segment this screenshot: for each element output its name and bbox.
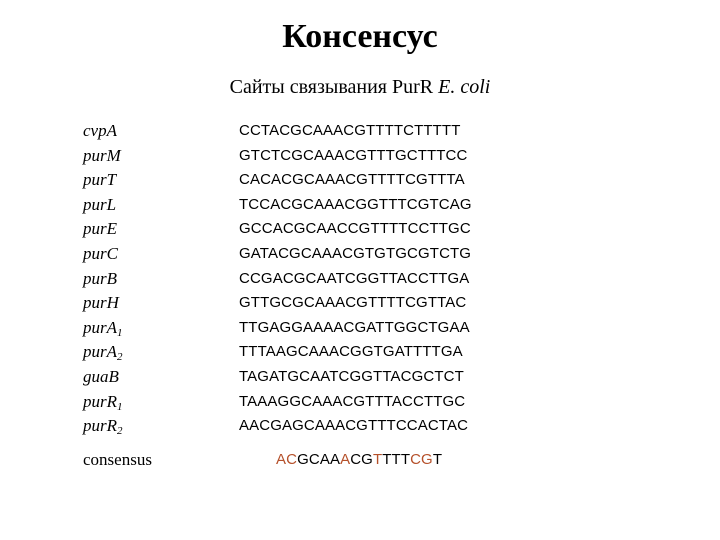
binding-site-sequence: TTTAAGCAAACGGTGATTTTGA xyxy=(239,343,463,361)
gene-name-text: cvpA xyxy=(83,121,117,140)
binding-site-sequence: TCCACGCAAACGGTTTCGTCAG xyxy=(239,195,472,213)
gene-name xyxy=(83,217,123,242)
binding-site-sequence: CCGACGCAATCGGTTACCTTGA xyxy=(239,269,470,287)
gene-name-text: purE xyxy=(83,219,117,239)
gene-name xyxy=(83,267,123,292)
consensus-highlighted-base: T xyxy=(372,451,383,468)
binding-site-sequence: CCTACGCAAACGTTTTCTTTTT xyxy=(239,122,461,139)
gene-name-text: guaB xyxy=(83,366,119,386)
gene-name xyxy=(83,291,123,316)
binding-site-sequence: CACACGCAAACGTTTTCGTTTA xyxy=(239,171,465,189)
gene-name xyxy=(83,193,123,218)
organism-name: E. coli xyxy=(438,76,491,98)
gene-name-text: purR xyxy=(83,391,117,411)
gene-name-column xyxy=(83,119,123,439)
consensus-sequence xyxy=(276,448,442,472)
gene-name xyxy=(83,365,123,390)
gene-name xyxy=(83,144,123,169)
binding-site-sequence: GTCTCGCAAACGTTTGCTTTCC xyxy=(239,146,468,164)
gene-name xyxy=(83,168,123,193)
gene-name xyxy=(83,119,123,144)
consensus-highlighted-base: AC xyxy=(276,451,298,468)
gene-name-subscript: 1 xyxy=(117,400,123,413)
gene-name-subscript: 2 xyxy=(117,351,123,364)
consensus-base: CG xyxy=(350,451,373,468)
gene-name-text: purC xyxy=(83,243,118,263)
gene-name-text: purH xyxy=(83,293,119,313)
gene-name xyxy=(83,316,123,341)
binding-site-sequence: TAGATGCAATCGGTTACGCTCT xyxy=(239,367,464,385)
binding-site-sequence: AACGAGCAAACGTTTCCACTAC xyxy=(239,417,469,435)
consensus-label: consensus xyxy=(83,450,152,469)
gene-name xyxy=(83,340,123,365)
slide-title: Консенсус xyxy=(282,18,438,55)
binding-site-sequence: TAAAGGCAAACGTTTACCTTGC xyxy=(239,392,466,410)
binding-site-sequence: GTTGCGCAAACGTTTTCGTTAC xyxy=(239,294,467,312)
gene-name-subscript: 1 xyxy=(117,326,123,339)
gene-name-subscript: 2 xyxy=(117,425,123,438)
binding-site-sequence: TTGAGGAAAACGATTGGCTGAA xyxy=(239,318,470,336)
consensus-highlighted-base: CG xyxy=(410,451,433,468)
gene-name-text: purM xyxy=(83,145,121,165)
gene-name-text: purR xyxy=(83,416,117,436)
sequence-column xyxy=(239,119,472,439)
gene-name xyxy=(83,242,123,267)
gene-name-text: purB xyxy=(83,268,117,288)
consensus-highlighted-base: A xyxy=(340,451,351,468)
gene-name xyxy=(83,414,123,439)
gene-name-text: purA xyxy=(83,317,117,337)
subtitle-text: Сайты связывания PurR xyxy=(229,76,434,98)
consensus-base: TTT xyxy=(382,451,411,468)
gene-name xyxy=(83,390,123,415)
consensus-base: GCAA xyxy=(297,451,341,468)
binding-site-sequence: GATACGCAAACGTGTGCGTCTG xyxy=(239,244,472,262)
gene-name-text: purT xyxy=(83,170,117,190)
gene-name-text: purL xyxy=(83,194,117,214)
consensus-base: T xyxy=(432,451,443,468)
slide-subtitle xyxy=(0,76,720,99)
binding-site-sequence: GCCACGCAACCGTTTTCCTTGC xyxy=(239,220,471,238)
gene-name-text: purA xyxy=(83,342,117,362)
